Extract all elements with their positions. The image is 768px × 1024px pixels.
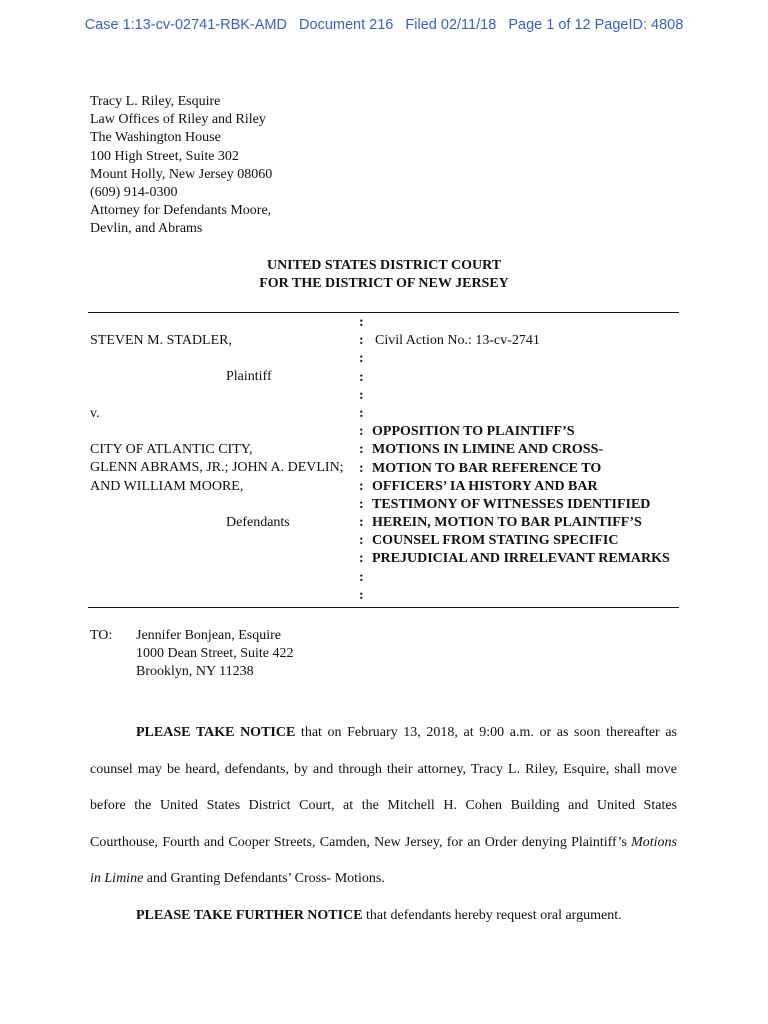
court-district: FOR THE DISTRICT OF NEW JERSEY — [259, 276, 509, 291]
plaintiff-name: STEVEN M. STADLER, — [90, 333, 232, 348]
caption-top-rule — [88, 312, 679, 313]
defendants-role: Defendants — [226, 514, 290, 530]
colon: : — [359, 424, 364, 440]
notice-text: that on February 13, 2018, at 9:00 a.m. or as soon thereafter as counsel may be heard, defendants, by and through their attorney, Tracy L. Riley, Esquire, shall move before the United States District Court, at the Mitchell H. Cohen Building and United States Courthouse, Fourth and Cooper Streets, Camden, New Jersey, for an Order denying Plaintiff’s — [90, 725, 677, 850]
motion-title-line-2: MOTIONS IN LIMINE AND CROSS- — [372, 442, 604, 458]
notice-body — [90, 715, 677, 934]
further-notice-text: that defendants hereby request oral argument. — [362, 907, 622, 923]
colon: : — [359, 369, 364, 385]
attorney-building: The Washington House — [90, 130, 221, 146]
court-name: UNITED STATES DISTRICT COURT — [266, 258, 502, 273]
attorney-role-line1: Attorney for Defendants Moore, — [90, 203, 272, 219]
notice-paragraph — [90, 715, 677, 898]
colon: : — [359, 387, 364, 403]
colon: : — [359, 442, 364, 458]
colon: : — [359, 533, 364, 549]
further-notice-paragraph — [90, 898, 677, 935]
motion-title-line-7: COUNSEL FROM STATING SPECIFIC — [372, 533, 619, 549]
caption-parties — [90, 332, 344, 532]
recipient-name: Jennifer Bonjean, Esquire — [136, 628, 282, 643]
colon: : — [359, 478, 364, 494]
caption-case-info — [372, 314, 670, 569]
attorney-firm: Law Offices of Riley and Riley — [90, 112, 266, 128]
versus: v. — [90, 405, 100, 421]
defendant-line-1: CITY OF ATLANTIC CITY, — [90, 442, 253, 458]
attorney-block — [90, 93, 272, 239]
civil-action-number: Civil Action No.: 13-cv-2741 — [375, 333, 540, 349]
motion-title-line-6: HEREIN, MOTION TO BAR PLAINTIFF’S — [372, 515, 642, 531]
court-heading — [0, 257, 768, 293]
recipient-city: Brooklyn, NY 11238 — [136, 664, 254, 680]
further-notice-lead: PLEASE TAKE FURTHER NOTICE — [136, 907, 363, 923]
caption-bottom-rule — [88, 607, 679, 608]
attorney-role-line2: Devlin, and Abrams — [90, 221, 203, 237]
colon: : — [359, 405, 364, 421]
colon: : — [359, 551, 364, 567]
colon: : — [359, 587, 364, 603]
attorney-street: 100 High Street, Suite 302 — [90, 148, 239, 164]
attorney-name: Tracy L. Riley, Esquire — [90, 94, 221, 109]
colon: : — [359, 351, 364, 367]
recipient-label: TO: — [90, 628, 113, 643]
motion-title-line-8: PREJUDICIAL AND IRRELEVANT REMARKS — [372, 551, 670, 567]
motion-title-line-4: OFFICERS’ IA HISTORY AND BAR — [372, 478, 598, 494]
colon: : — [359, 333, 364, 349]
colon: : — [359, 315, 364, 330]
motion-title-line-3: MOTION TO BAR REFERENCE TO — [372, 460, 602, 476]
case-header: Case 1:13-cv-02741-RBK-AMD Document 216 Filed 02/11/18 Page 1 of 12 PageID: 4808 — [84, 17, 684, 33]
motion-title-line-5: TESTIMONY OF WITNESSES IDENTIFIED — [372, 496, 651, 512]
defendant-line-3: AND WILLIAM MOORE, — [90, 478, 244, 494]
colon: : — [359, 496, 364, 512]
motion-name: Motions in Limine — [90, 834, 677, 886]
notice-text-end: and Granting Defendants’ Cross- Motions. — [143, 871, 385, 886]
colon: : — [359, 569, 364, 585]
attorney-city: Mount Holly, New Jersey 08060 — [90, 166, 273, 182]
recipient-street: 1000 Dean Street, Suite 422 — [136, 646, 294, 662]
attorney-phone: (609) 914-0300 — [90, 185, 178, 201]
colon: : — [359, 515, 364, 531]
caption-colon-column — [359, 314, 364, 605]
plaintiff-role: Plaintiff — [226, 369, 272, 385]
notice-lead: PLEASE TAKE NOTICE — [136, 725, 296, 740]
motion-title-line-1: OPPOSITION TO PLAINTIFF’S — [372, 424, 575, 440]
colon: : — [359, 460, 364, 476]
defendant-line-2: GLENN ABRAMS, JR.; JOHN A. DEVLIN; — [90, 460, 344, 476]
